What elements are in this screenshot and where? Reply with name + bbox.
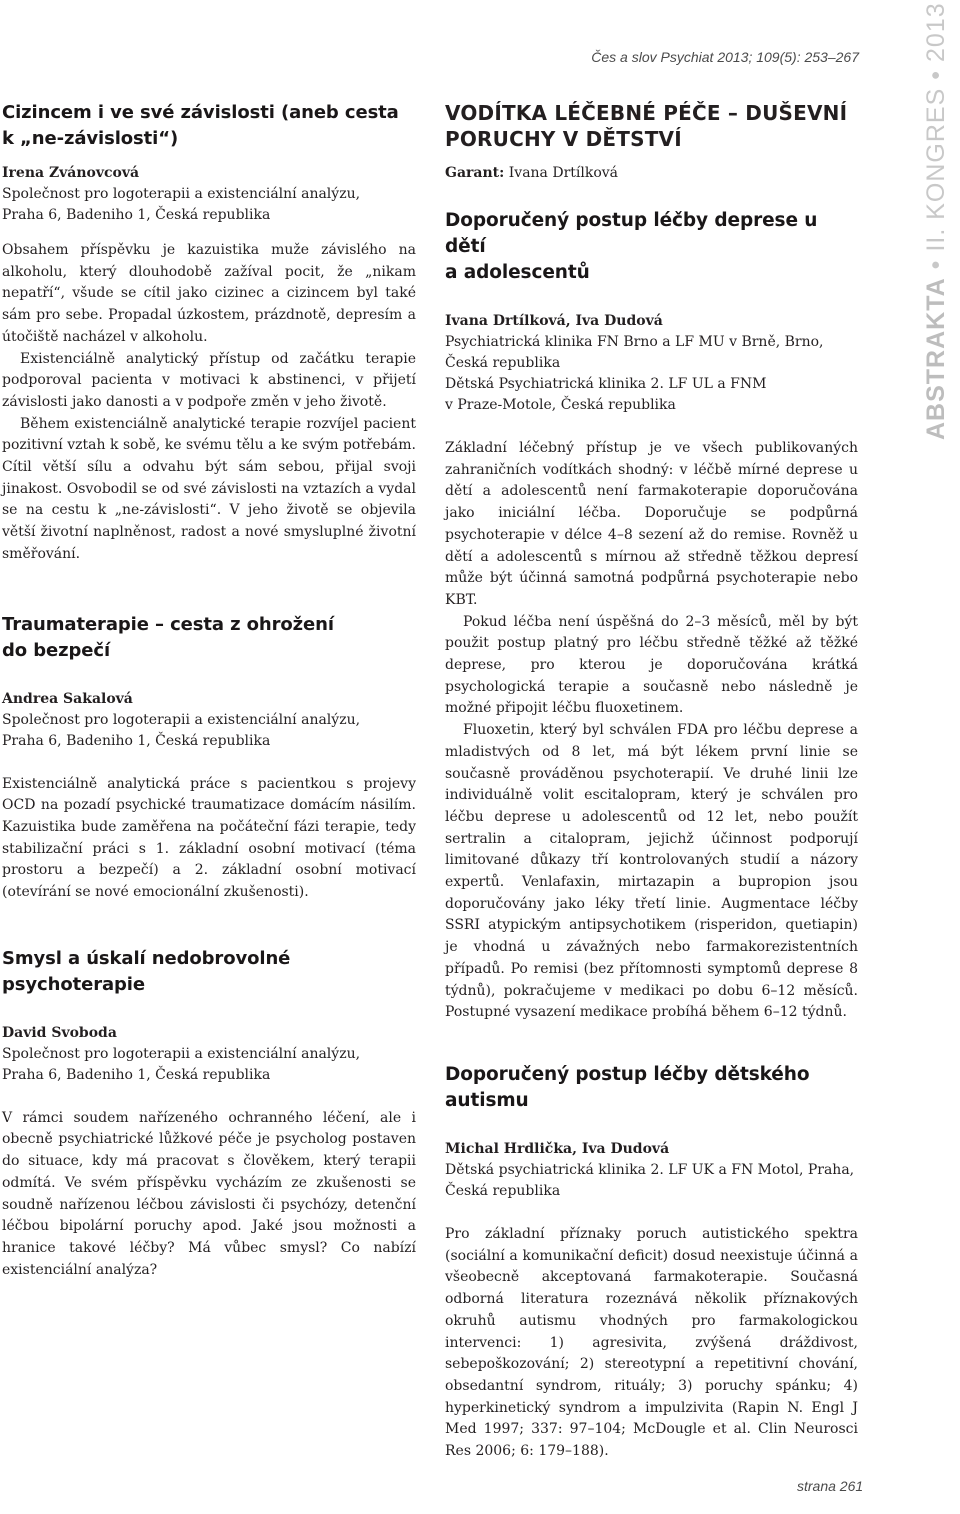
title-line: a adolescentů bbox=[445, 262, 590, 283]
section-heading bbox=[445, 100, 858, 152]
title-line: k „ne-závislosti“) bbox=[2, 128, 179, 149]
article-abstract bbox=[2, 1108, 416, 1282]
article-abstract bbox=[2, 774, 416, 904]
article-affiliation: Dětská Psychiatrická klinika 2. LF UL a FNM bbox=[445, 376, 767, 392]
article-title bbox=[2, 100, 416, 152]
title-line: psychoterapie bbox=[2, 973, 145, 995]
sidebar-year: 2013 bbox=[922, 2, 950, 62]
article bbox=[2, 946, 416, 1282]
article-abstract bbox=[2, 240, 416, 566]
abstract-paragraph: Existenciálně analytický přístup od začátku terapie podporoval pacienta v motivaci k abstinenci, v přijetí závislosti jako danosti a v podpoře změn v jeho životě. bbox=[2, 350, 416, 410]
article-title bbox=[445, 208, 858, 286]
article-abstract bbox=[445, 1224, 858, 1463]
article-affiliation: Praha 6, Badeniho 1, Česká republika bbox=[2, 207, 271, 223]
section-line: PORUCHY V DĚTSTVÍ bbox=[445, 127, 682, 151]
article-author: Irena Zvánovcová bbox=[2, 165, 140, 181]
abstract-paragraph: Existenciálně analytická práce s pacientkou s projevy OCD na pozadí psychické traumatizace domácím násilím. Kazuistika bude zaměřena na počáteční fázi terapie, tedy stabilizační práci s 1. základní osobní motivací (téma prostoru a bezpečí) a 2. základní osobní motivací (otevírání se nové emocionální zkušenosti). bbox=[2, 775, 416, 901]
title-line: Doporučený postup léčby dětského bbox=[445, 1063, 810, 1085]
article-affiliation: Česká republika bbox=[445, 355, 561, 371]
article bbox=[445, 208, 858, 1024]
sidebar-label: ABSTRAKTA bbox=[922, 277, 950, 440]
section-line: VODÍTKA LÉČEBNÉ PÉČE – DUŠEVNÍ bbox=[445, 101, 848, 125]
title-line: autismu bbox=[445, 1089, 529, 1111]
article-affiliation: Společnost pro logoterapii a existenciální analýzu, bbox=[2, 1045, 361, 1062]
sidebar-event: II. KONGRES bbox=[922, 87, 950, 252]
title-line: Smysl a úskalí nedobrovolné bbox=[2, 947, 291, 969]
article-affiliation: Společnost pro logoterapii a existenciální analýzu, bbox=[2, 186, 361, 202]
article bbox=[2, 100, 416, 566]
article-affiliation: Česká republika bbox=[445, 1182, 561, 1199]
article-affiliation: Společnost pro logoterapii a existenciální analýzu, bbox=[2, 711, 361, 728]
article-author: Andrea Sakalová bbox=[2, 690, 133, 707]
article-title bbox=[2, 612, 416, 664]
article bbox=[2, 612, 416, 904]
abstract-paragraph: V rámci soudem nařízeného ochranného léčení, ale i obecně psychiatrické lůžkové péče je psycholog postaven do situace, kdy má pracovat s člověkem, který terapii odmítá. Ve svém příspěvku vycházím ze zkušenosti se soudně nařízenou léčbou závislosti či psychózy, detenční léčbou bipolární poruchy apod. Jaké jsou možnosti a hranice takové léčby? Má vůbec smysl? Co nabízí existenciální analýza? bbox=[2, 1109, 416, 1278]
sidebar-dot: • bbox=[922, 69, 950, 80]
abstract-paragraph: Obsahem příspěvku je kazuistika muže závislého na alkoholu, který dlouhodobě zažíval pocit, že „nikam nepatří“, všude se cítil jako cizinec a cizincem byl také sám pro sebe. Propadal úzkostem, prázdnotě, depresím a útočiště nacházel v alkoholu. bbox=[2, 242, 416, 345]
article-title bbox=[2, 946, 416, 998]
left-column bbox=[2, 100, 416, 1321]
article-affiliation: Praha 6, Badeniho 1, Česká republika bbox=[2, 732, 271, 749]
sidebar-banner bbox=[914, 2, 952, 840]
article-title bbox=[445, 1062, 858, 1114]
title-line: Doporučený postup léčby deprese u dětí bbox=[445, 210, 818, 257]
guarantor-label: Garant: bbox=[445, 165, 505, 181]
article bbox=[445, 1062, 858, 1463]
title-line: Cizincem i ve své závislosti (aneb cesta bbox=[2, 102, 399, 123]
article-abstract bbox=[445, 438, 858, 1024]
article-author: Michal Hrdlička, Iva Dudová bbox=[445, 1140, 670, 1157]
page-number: strana 261 bbox=[797, 1478, 864, 1494]
abstract-paragraph: Během existenciálně analytické terapie rozvíjel pacient pozitivní vztah k sobě, ke svému tělu a ke svým potřebám. Cítil větší sílu a odvahu být sám sebou, přijal svoji jinakost. Osvobodil se od své závislosti na vztazích a vydal se na cestu k „ne-závislosti“. V jeho životě se objevila větší životní naplněnost, radost a nové smysluplné životní směřování. bbox=[2, 415, 416, 562]
article-affiliation: Dětská psychiatrická klinika 2. LF UK a FN Motol, Praha, bbox=[445, 1161, 855, 1178]
article-author: David Svoboda bbox=[2, 1024, 117, 1041]
sidebar-text bbox=[922, 2, 951, 440]
right-column bbox=[445, 100, 858, 1503]
sidebar-dot: • bbox=[922, 259, 950, 270]
journal-citation: Čes a slov Psychiat 2013; 109(5): 253–267 bbox=[591, 49, 859, 65]
article-affiliation: v Praze-Motole, Česká republika bbox=[445, 397, 676, 413]
title-line: do bezpečí bbox=[2, 639, 111, 661]
title-line: Traumaterapie – cesta z ohrožení bbox=[2, 613, 334, 635]
section-guarantor bbox=[445, 163, 858, 184]
guarantor-name: Ivana Drtílková bbox=[508, 165, 619, 181]
abstract-paragraph: Fluoxetin, který byl schválen FDA pro léčbu deprese a mladistvých od 8 let, má být lékem první linie se současně prováděnou psychoterapií. Ve druhé linii lze individuálně volit escitalopram, který je schválen pro léčbu deprese u adolescentů od 12 let, nebo použít sertralin a citalopram, jejichž účinnost podporují limitované důkazy tří kontrolovaných studií a názory expertů. Venlafaxin, mirtazapin a bupropion jsou doporučovány jako léky třetí linie. Augmentace léčby SSRI atypickým antipsychotikem (risperidon, quetiapin) je vhodná u závažných nebo farmakorezistentních případů. Po remisi (bez přítomnosti symptomů deprese 8 týdnů), pokračujeme v medikaci po dobu 6–12 měsíců. Postupné vysazení medikace probíhá během 6–12 týdnů. bbox=[445, 722, 858, 1021]
abstract-paragraph: Pro základní příznaky poruch autistického spektra (sociální a komunikační deficit) dosud neexistuje účinná a všeobecně akceptovaná farmakoterapie. Současná odborná literatura rozeznává několik příznakových okruhů autismu vhodných pro farmakologickou intervenci: 1) agresivita, zvýšená dráždivost, sebepoškozování; 2) stereotypní a repetitivní chování, obsedantní syndrom, rituály; 3) poruchy spánku; 4) hyperkinetický syndrom a impulzivita (Rapin N. Engl J Med 1997; 337: 97–104; McDougle et al. Clin Neurosci Res 2006; 6: 179–188). bbox=[445, 1225, 858, 1460]
abstract-paragraph: Pokud léčba není úspěšná do 2–3 měsíců, měl by být použit postup platný pro léčbu středně těžké až těžké deprese, pro kterou je doporučována krátká psychologická terapie a současně nebo následně je možné připojit léčbu fluoxetinem. bbox=[445, 613, 858, 717]
article-author: Ivana Drtílková, Iva Dudová bbox=[445, 313, 663, 329]
article-affiliation: Praha 6, Badeniho 1, Česká republika bbox=[2, 1066, 271, 1083]
article-affiliation: Psychiatrická klinika FN Brno a LF MU v Brně, Brno, bbox=[445, 334, 824, 350]
abstract-paragraph: Základní léčebný přístup je ve všech publikovaných zahraničních vodítkách shodný: v léčbě mírné deprese u dětí a adolescentů není farmakoterapie doporučována jako iniciální léčba. Doporučuje se podpůrná psychoterapie v délce 4–8 sezení až do remise. Rovněž u dětí a adolescentů s mírnou až středně těžkou depresí může být účinná samotná podpůrná psychoterapie nebo KBT. bbox=[445, 440, 858, 608]
